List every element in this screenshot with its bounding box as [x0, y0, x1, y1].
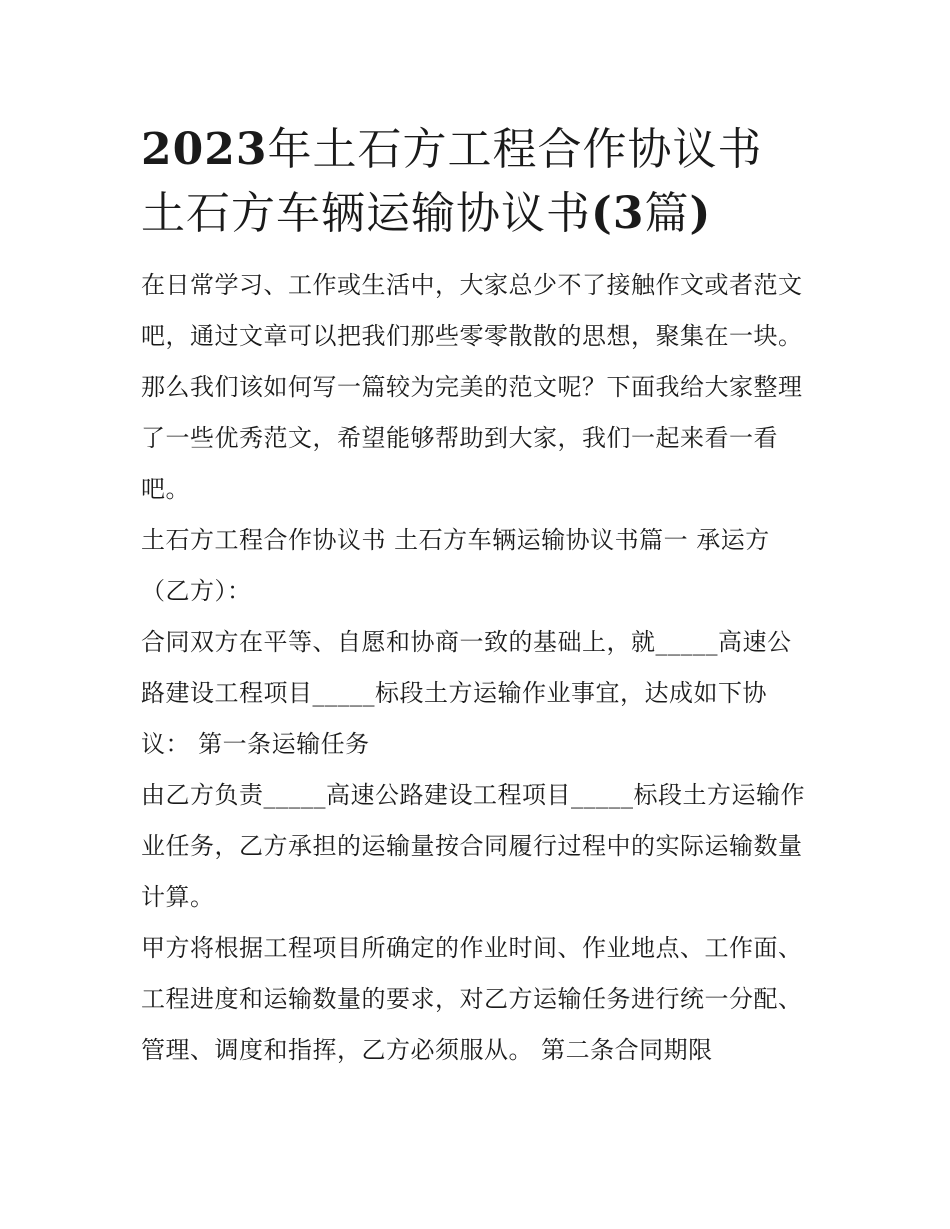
- paragraph-section-heading: [141, 515, 821, 617]
- text-line: 管理、调度和指挥，乙方必须服从。 第二条合同期限: [141, 1036, 713, 1064]
- title-line-2: 土石方车辆运输协议书(3篇): [141, 188, 712, 239]
- text-line: 土石方工程合作协议书 土石方车辆运输协议书篇一 承运方: [141, 526, 770, 554]
- paragraph-task: [141, 770, 821, 923]
- text-line: 由乙方负责_____高速公路建设工程项目_____标段土方运输作: [141, 781, 805, 809]
- text-line: 业任务，乙方承担的运输量按合同履行过程中的实际运输数量: [141, 832, 803, 860]
- text-line: 吧。: [141, 475, 190, 503]
- text-line: 合同双方在平等、自愿和协商一致的基础上，就_____高速公: [141, 628, 792, 656]
- paragraph-agreement: [141, 617, 821, 770]
- document-body: [141, 260, 821, 1076]
- text-line: 了一些优秀范文，希望能够帮助到大家，我们一起来看一看: [141, 424, 778, 452]
- paragraph-dispatch: [141, 923, 821, 1076]
- text-line: 计算。: [141, 883, 215, 911]
- text-line: 那么我们该如何写一篇较为完美的范文呢？下面我给大家整理: [141, 373, 803, 401]
- document-title: [141, 118, 821, 246]
- text-line: 议： 第一条运输任务: [141, 730, 370, 758]
- text-line: 工程进度和运输数量的要求，对乙方运输任务进行统一分配、: [141, 985, 803, 1013]
- text-line: 甲方将根据工程项目所确定的作业时间、作业地点、工作面、: [141, 934, 803, 962]
- text-line: 吧，通过文章可以把我们那些零零散散的思想，聚集在一块。: [141, 322, 803, 350]
- paragraph-intro: [141, 260, 821, 515]
- title-line-1: 2023年土石方工程合作协议书: [141, 124, 763, 175]
- text-line: 在日常学习、工作或生活中，大家总少不了接触作文或者范文: [141, 271, 803, 299]
- text-line: 路建设工程项目_____标段土方运输作业事宜，达成如下协: [141, 679, 767, 707]
- text-line: （乙方）：: [141, 577, 252, 605]
- document-page: [141, 118, 821, 1076]
